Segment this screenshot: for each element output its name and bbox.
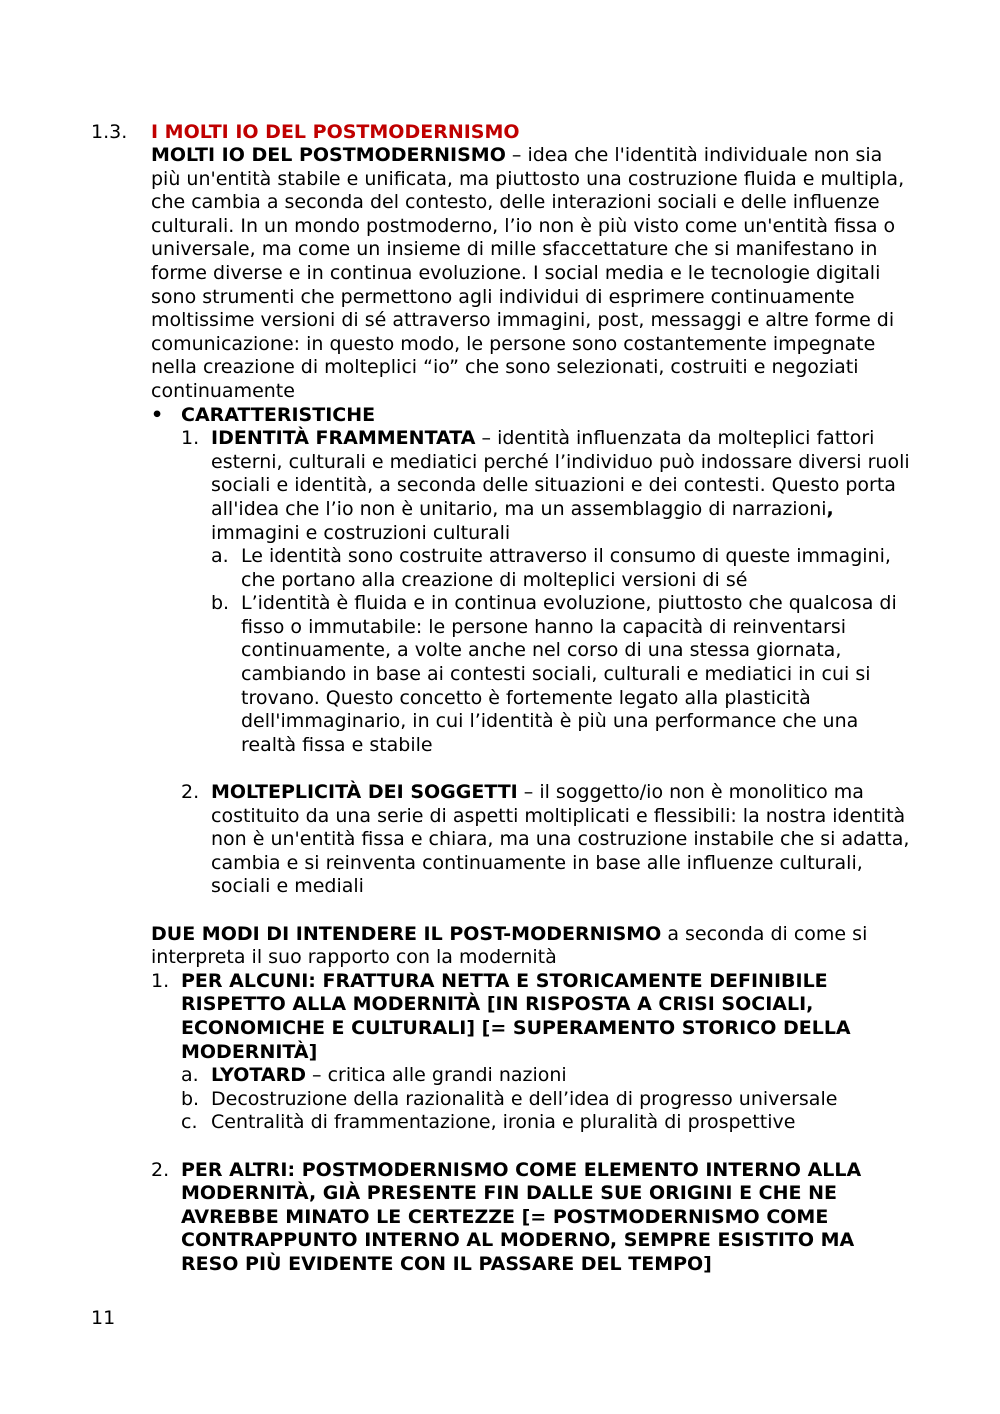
list-marker: 2. xyxy=(181,781,200,804)
intro-term: MOLTI IO DEL POSTMODERNISMO xyxy=(151,144,506,166)
two-modes-paragraph xyxy=(151,923,911,970)
mode-sub-text: Centralità di frammentazione, ironia e pluralità di prospettive xyxy=(211,1111,796,1134)
two-modes-term: DUE MODI DI INTENDERE IL POST-MODERNISMO xyxy=(151,922,662,945)
sub-item-text: Le identità sono costruite attraverso il consumo di queste immagini, che portano alla creazione di molteplici versioni di sé xyxy=(241,545,891,591)
characteristic-term: IDENTITÀ FRAMMENTATA xyxy=(211,427,476,450)
characteristic-comma: , xyxy=(826,497,834,520)
sub-item-b xyxy=(151,592,911,757)
sub-item-a xyxy=(151,545,911,592)
mode-sub-item-b xyxy=(151,1088,911,1112)
mode-sub-text: – critica alle grandi nazioni xyxy=(305,1064,567,1087)
characteristics-heading: CARATTERISTICHE xyxy=(181,403,376,426)
list-marker: b. xyxy=(211,592,230,615)
mode-sub-term: LYOTARD xyxy=(211,1064,306,1087)
list-marker: 1. xyxy=(181,427,200,450)
mode-sub-item-c xyxy=(151,1111,911,1135)
list-marker: 1. xyxy=(151,969,170,992)
characteristic-term: MOLTEPLICITÀ DEI SOGGETTI xyxy=(211,781,518,804)
sub-item-text: L’identità è fluida e in continua evoluzione, piuttosto che qualcosa di fisso o immutabile: le persone hanno la capacità di reinventarsi continuamente, a volte anche nel corso di una stessa giornata, cambiando in base ai contesti sociali, culturali e mediatici in cui si trovano. Questo concetto è fortemente legato alla plasticità dell'immaginario, in cui l’identità è più una performance che una realtà fissa e stabile xyxy=(241,592,897,756)
list-marker: 2. xyxy=(151,1158,170,1181)
page-number: 11 xyxy=(91,1307,116,1329)
characteristic-text: – il soggetto/io non è monolitico ma costituito da una serie di aspetti moltiplicati e flessibili: la nostra identità non è un'entità fissa e chiara, ma una costruzione instabile che si adatta, cambia e si reinventa continuamente in base alle influenze culturali, sociali e mediali xyxy=(211,781,910,898)
two-modes-text: a seconda di come si interpreta il suo rapporto con la modernità xyxy=(151,922,868,969)
section-number: 1.3. xyxy=(91,121,128,143)
section-body xyxy=(151,144,911,1277)
spacer xyxy=(151,1135,911,1159)
characteristic-item-1 xyxy=(151,427,911,545)
mode-item-1 xyxy=(151,970,911,1064)
bullet-icon: • xyxy=(151,403,164,426)
intro-text: – idea che l'identità individuale non sia più un'entità stabile e unificata, ma piuttosto una costruzione fluida e multipla, che cambia a seconda del contesto, delle interazioni sociali e delle influenze culturali. In un mondo postmoderno, l’io non è più visto come un'entità fissa o universale, ma come un insieme di mille sfaccettature che si manifestano in forme diverse e in continua evoluzione. I social media e le tecnologie digitali sono strumenti che permettono agli individui di esprimere continuamente moltissime versioni di sé attraverso immagini, post, messaggi e altre forme di comunicazione: in questo modo, le persone sono costantemente impegnate nella creazione di molteplici “io” che sono selezionati, costruiti e negoziati continuamente xyxy=(151,144,905,402)
list-marker: c. xyxy=(181,1111,198,1134)
mode-sub-text: Decostruzione della razionalità e dell’idea di progresso universale xyxy=(211,1087,838,1110)
list-marker: a. xyxy=(181,1064,199,1087)
spacer xyxy=(151,899,911,923)
characteristic-item-2 xyxy=(151,781,911,899)
spacer xyxy=(151,757,911,781)
characteristic-text-end: immagini e costruzioni culturali xyxy=(211,521,511,544)
characteristic-text: – identità influenzata da molteplici fattori esterni, culturali e mediatici perché l’individuo può indossare diversi ruoli sociali e identità, a seconda delle situazioni e dei contesti. Questo porta all'idea che l’io non è unitario, ma un assemblaggio di narrazioni xyxy=(211,427,910,520)
section-title: I MOLTI IO DEL POSTMODERNISMO xyxy=(151,121,520,143)
mode-item-2 xyxy=(151,1159,911,1277)
intro-paragraph xyxy=(151,144,911,404)
mode-sub-item-a xyxy=(151,1064,911,1088)
list-marker: a. xyxy=(211,545,229,568)
list-marker: b. xyxy=(181,1087,200,1110)
mode-heading: PER ALTRI: POSTMODERNISMO COME ELEMENTO INTERNO ALLA MODERNITÀ, GIÀ PRESENTE FIN DALLE SUE ORIGINI E CHE NE AVREBBE MINATO LE CERTEZZE [= POSTMODERNISMO COME CONTRAPPUNTO INTERNO AL MODERNO, SEMPRE ESISTITO MA RESO PIÙ EVIDENTE CON IL PASSARE DEL TEMPO] xyxy=(181,1158,862,1275)
mode-heading: PER ALCUNI: FRATTURA NETTA E STORICAMENTE DEFINIBILE RISPETTO ALLA MODERNITÀ [IN RISPOSTA A CRISI SOCIALI, ECONOMICHE E CULTURALI] [= SUPERAMENTO STORICO DELLA MODERNITÀ] xyxy=(181,969,851,1063)
characteristics-bullet xyxy=(151,404,911,428)
